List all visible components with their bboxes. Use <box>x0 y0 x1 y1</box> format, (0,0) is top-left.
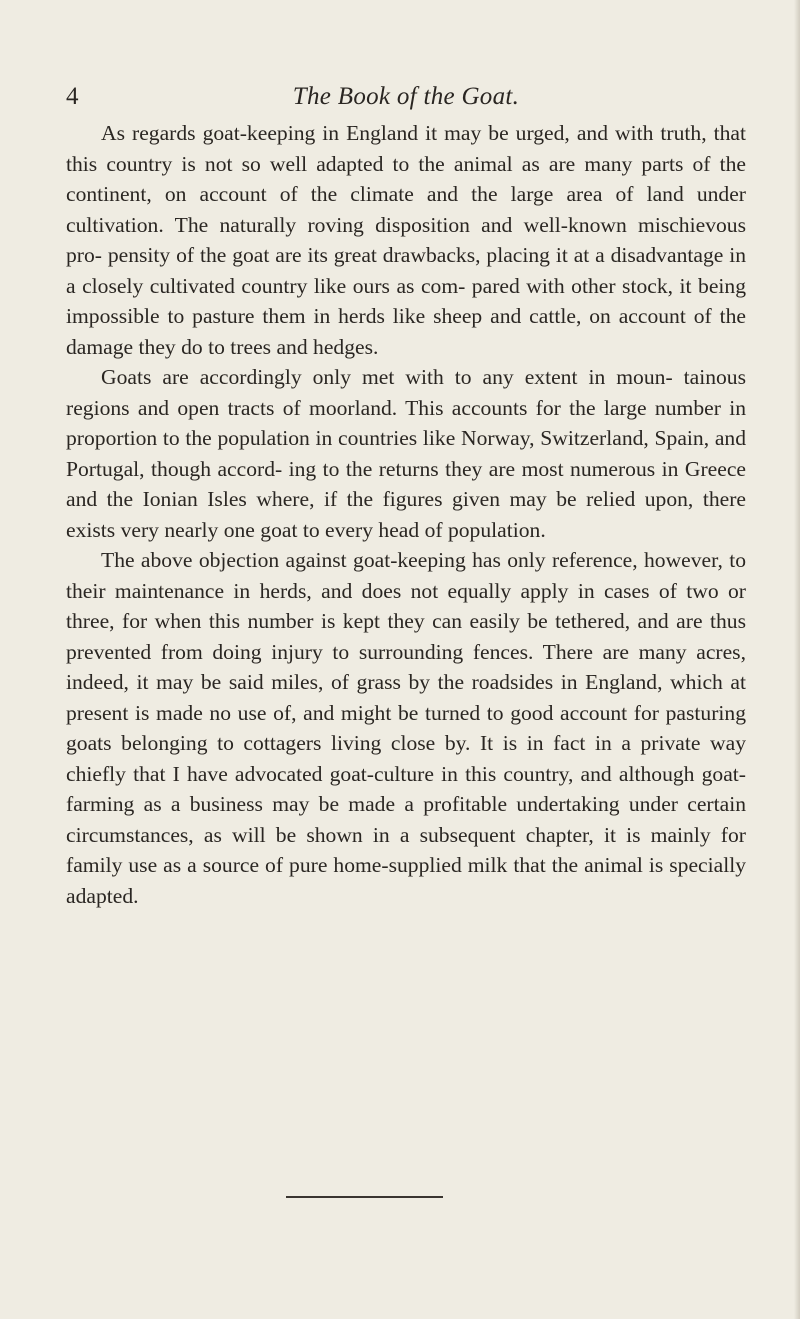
page-number: 4 <box>66 83 79 110</box>
paragraph: As regards goat-keeping in England it may be urged, and with truth, that this country is not so well adapted to the animal as are many parts of the continent, on account of the climate and the large area of land under cultivation. The naturally roving disposition and well-known mischievous pro- pensity of the goat are its great drawbacks, placing it at a disadvantage in a closely cultivated country like ours as com- pared with other stock, it being impossible to pasture them in herds like sheep and cattle, on account of the damage they do to trees and hedges. <box>66 121 746 359</box>
paragraph: The above objection against goat-keeping has only reference, however, to their maintenance in herds, and does not equally apply in cases of two or three, for when this number is kept they can easily be tethered, and are thus prevented from doing injury to surrounding fences. There are many acres, indeed, it may be said miles, of grass by the roadsides in England, which at present is made no use of, and might be turned to good account for pasturing goats belonging to cottagers living close by. It is in fact in a private way chiefly that I have advocated goat-culture in this country, and although goat-farming as a business may be made a profitable undertaking under certain circumstances, as will be shown in a subsequent chapter, it is mainly for family use as a source of pure home-supplied milk that the animal is specially adapted. <box>66 548 746 908</box>
paragraph: Goats are accordingly only met with to any extent in moun- tainous regions and open tracts of moorland. This accounts for the large number in proportion to the population in countries like Norway, Switzerland, Spain, and Portugal, though accord- ing to the returns they are most numerous in Greece and the Ionian Isles where, if the figures given may be relied upon, there exists very nearly one goat to every head of population. <box>66 365 746 542</box>
running-title: The Book of the Goat. <box>292 83 520 110</box>
section-rule <box>286 1196 443 1198</box>
body-text <box>66 118 746 911</box>
page-edge-shadow <box>794 0 800 1319</box>
running-head <box>66 79 746 115</box>
